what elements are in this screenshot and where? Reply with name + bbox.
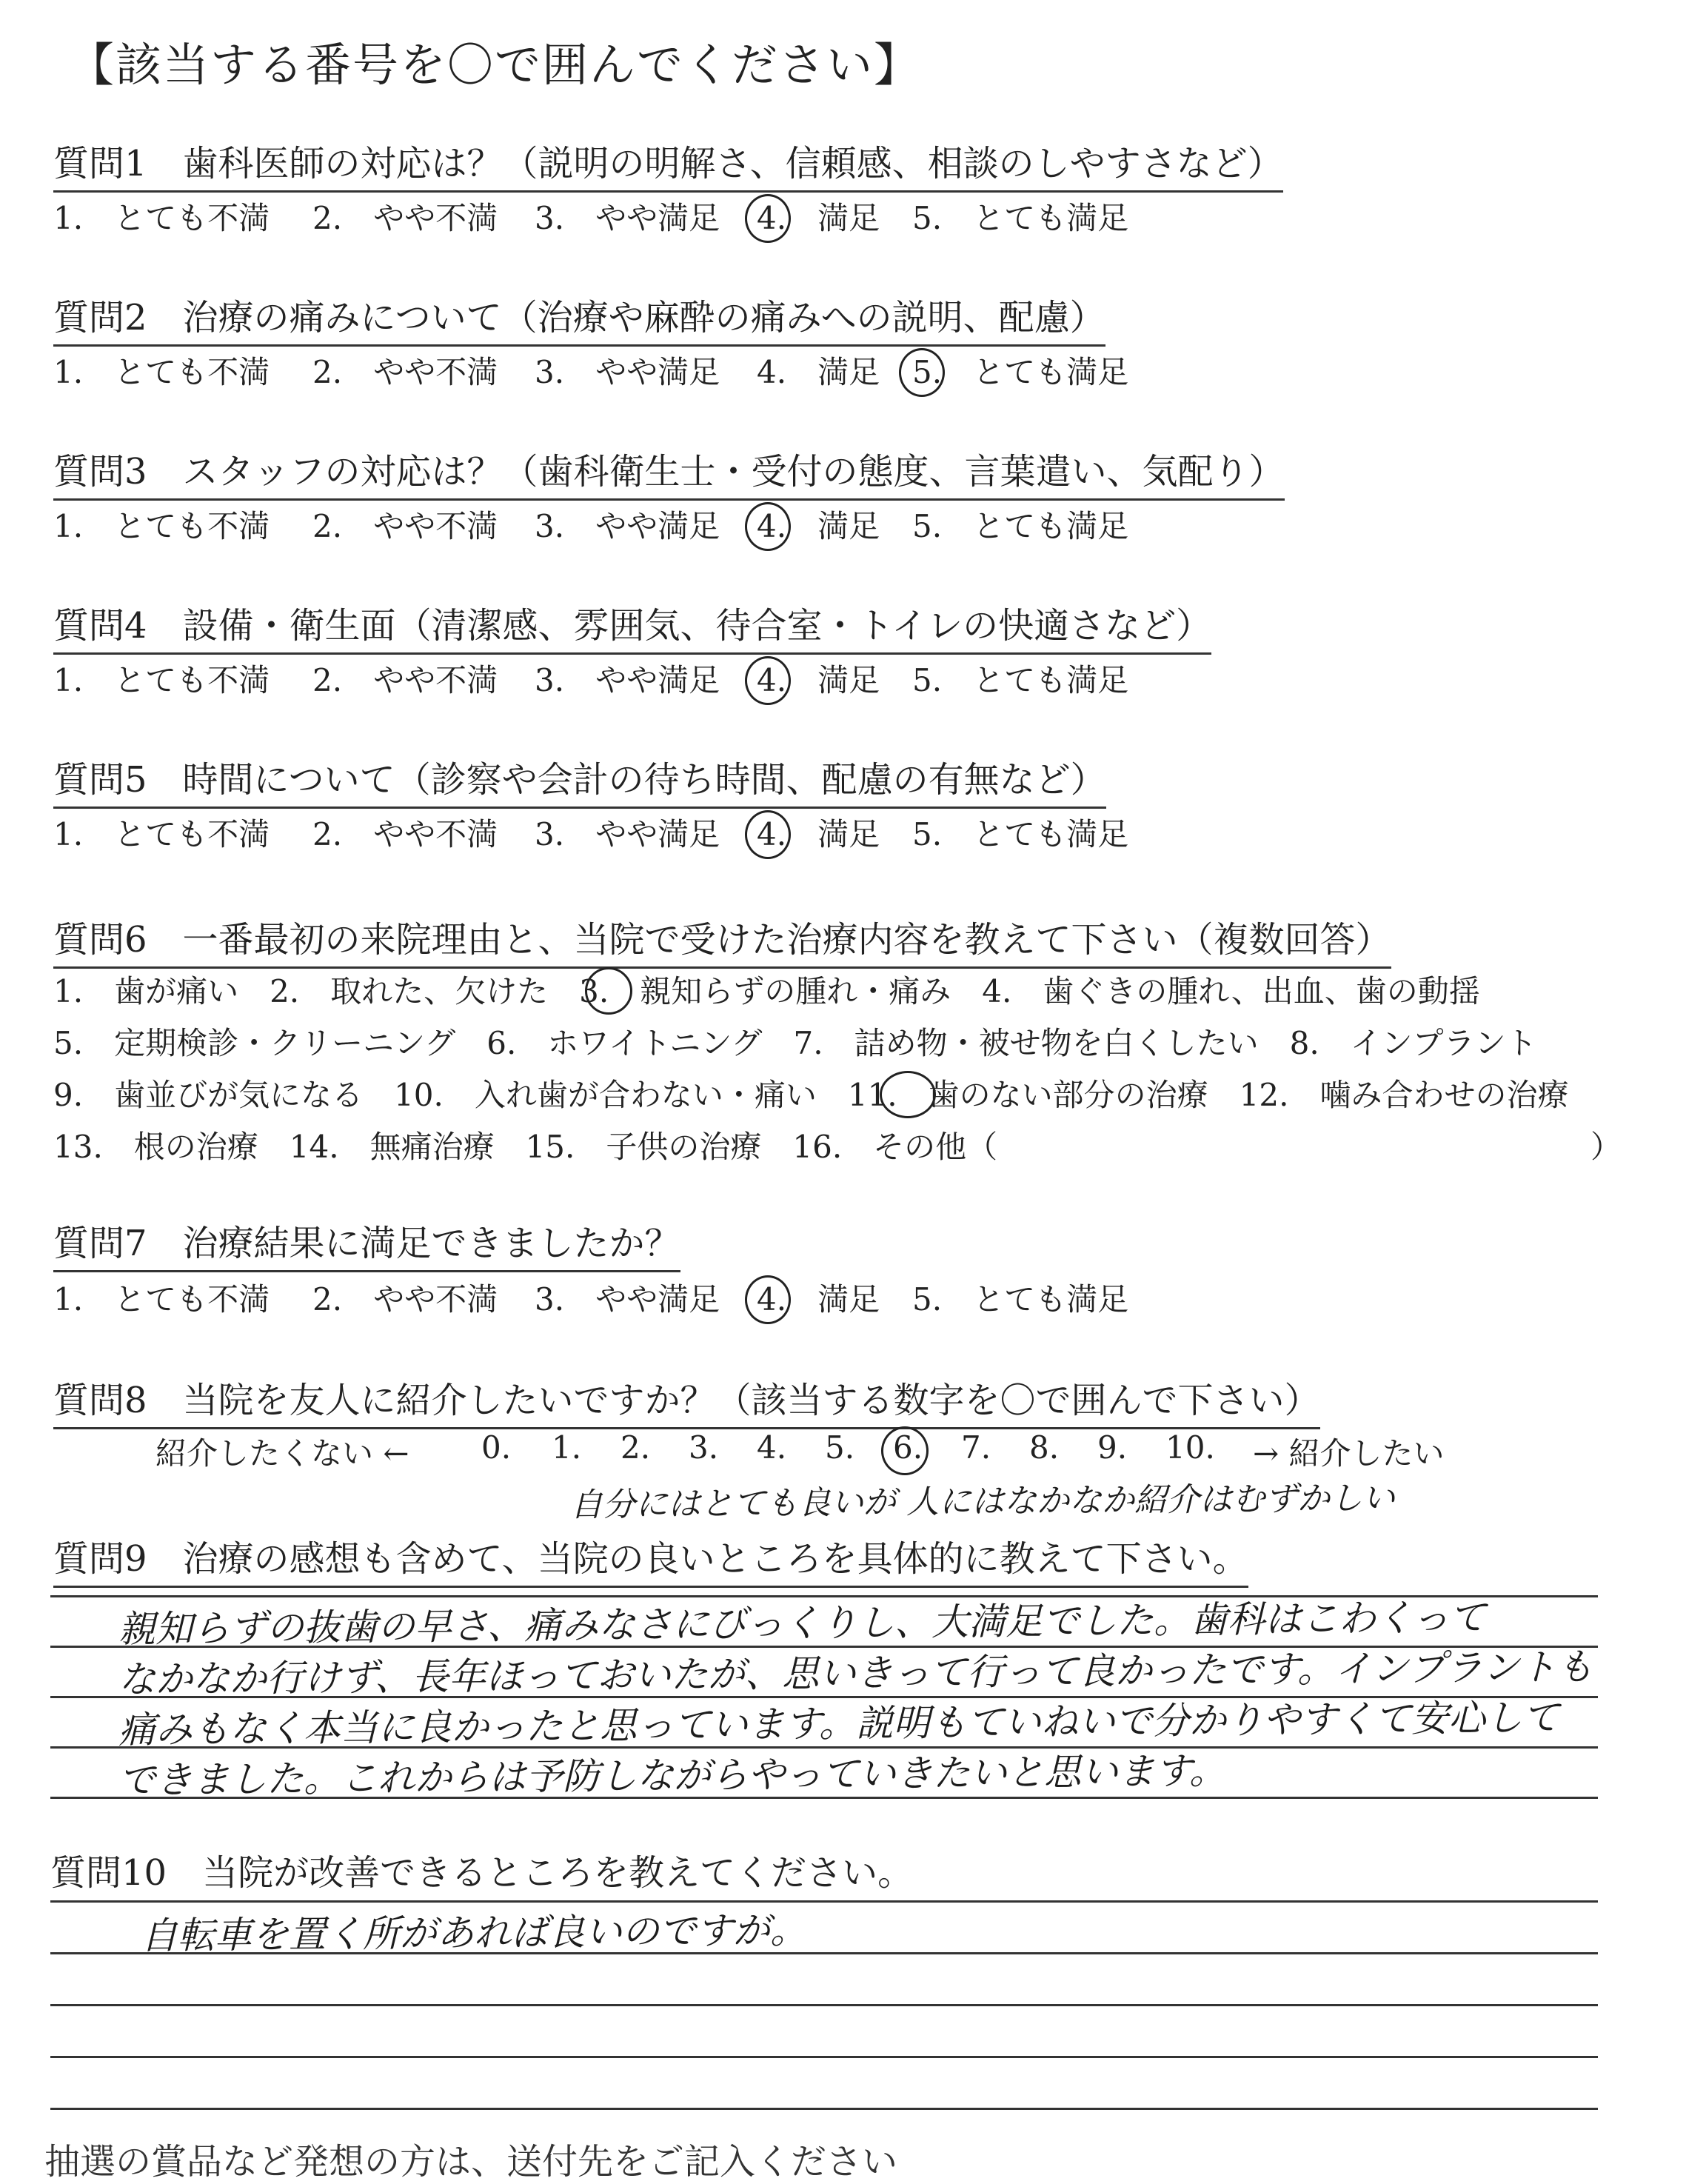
footer-note: 抽選の賞品など発想の方は、送付先をご記入ください [44,2141,898,2183]
q7-option-3[interactable]: 3. やや満足 [535,1281,720,1318]
question-3-heading: 質問3 スタッフの対応は？（歯科衛生士・受付の態度、言葉遣い、気配り） [53,443,1285,501]
q2-option-3[interactable]: 3. やや満足 [535,354,720,390]
q8-scale-4[interactable]: 4. [757,1429,787,1466]
q3-option-1[interactable]: 1. とても不満 [53,508,270,544]
q6-options-line-3[interactable]: 9. 歯並びが気になる 10. 入れ歯が合わない・痛い 11. 歯のない部分の治療 12. 噛み合わせの治療 [53,1077,1569,1113]
answer-rule [50,1900,1598,1903]
q4-option-5[interactable]: 5. とても満足 [912,662,1129,698]
q8-scale-7[interactable]: 7. [961,1429,991,1466]
q8-scale-5[interactable]: 5. [825,1429,855,1466]
q2-option-5[interactable]: 5. とても満足 [912,354,1129,390]
q7-option-4[interactable]: 4. 満足 [757,1281,880,1318]
q5-option-1[interactable]: 1. とても不満 [53,816,270,852]
q8-handwritten-note: 自分にはとても良いが 人にはなかなか紹介はむずかしい [569,1479,1396,1524]
selection-circle [899,348,945,397]
q6-options-line-4[interactable]: 13. 根の治療 14. 無痛治療 15. 子供の治療 16. その他（ [53,1129,998,1165]
q4-option-4[interactable]: 4. 満足 [757,662,880,698]
selection-circle [745,194,791,243]
question-6-heading: 質問6 一番最初の来院理由と、当院で受けた治療内容を教えて下さい（複数回答） [53,911,1391,969]
q7-option-1[interactable]: 1. とても不満 [53,1281,270,1318]
q1-option-5[interactable]: 5. とても満足 [912,200,1129,236]
q5-option-3[interactable]: 3. やや満足 [535,816,720,852]
q8-left-label: 紹介したくない ← [155,1435,409,1472]
q8-scale-10[interactable]: 10. [1165,1429,1215,1466]
question-8-heading: 質問8 当院を友人に紹介したいですか？（該当する数字を〇で囲んで下さい） [53,1372,1320,1429]
answer-rule [50,2004,1598,2006]
q3-option-2[interactable]: 2. やや不満 [312,508,498,544]
selection-circle [745,656,791,705]
q3-option-4[interactable]: 4. 満足 [757,508,880,544]
q8-scale-0[interactable]: 0. [481,1429,512,1466]
question-4-heading: 質問4 設備・衛生面（清潔感、雰囲気、待合室・トイレの快適さなど） [53,597,1211,655]
q6-options-line-1[interactable]: 1. 歯が痛い 2. 取れた、欠けた 3. 親知らずの腫れ・痛み 4. 歯ぐきの腫れ、出血、歯の動揺 [53,973,1480,1009]
q4-option-2[interactable]: 2. やや不満 [312,662,498,698]
q2-option-2[interactable]: 2. やや不満 [312,354,498,390]
selection-circle [880,1071,936,1118]
q8-right-label: → 紹介したい [1253,1435,1445,1472]
question-1-heading: 質問1 歯科医師の対応は？（説明の明解さ、信頼感、相談のしやすさなど） [53,135,1283,193]
q3-option-5[interactable]: 5. とても満足 [912,508,1129,544]
q7-option-2[interactable]: 2. やや不満 [312,1281,498,1318]
q9-answer-line-2: なかなか行けず、長年ほっておいたが、思いきって行って良かったです。インプラントも [118,1645,1594,1701]
q3-option-3[interactable]: 3. やや満足 [535,508,720,544]
q2-option-1[interactable]: 1. とても不満 [53,354,270,390]
page-title: 【該当する番号を〇で囲んでください】 [68,38,922,92]
question-2-heading: 質問2 治療の痛みについて（治療や麻酔の痛みへの説明、配慮） [53,289,1105,347]
q1-option-3[interactable]: 3. やや満足 [535,200,720,236]
q2-option-4[interactable]: 4. 満足 [757,354,880,390]
q8-scale-1[interactable]: 1. [552,1429,582,1466]
q9-answer-line-4: できました。これからは予防しながらやっていきたいと思います。 [118,1749,1227,1802]
q8-scale-6[interactable]: 6. [893,1429,923,1466]
question-7-heading: 質問7 治療結果に満足できましたか？ [53,1215,680,1272]
q4-option-3[interactable]: 3. やや満足 [535,662,720,698]
answer-rule [50,2108,1598,2110]
q6-options-line-2[interactable]: 5. 定期検診・クリーニング 6. ホワイトニング 7. 詰め物・被せ物を白くしたい 8. インプラント [53,1025,1537,1061]
q8-scale-8[interactable]: 8. [1029,1429,1060,1466]
q4-option-1[interactable]: 1. とても不満 [53,662,270,698]
q1-option-2[interactable]: 2. やや不満 [312,200,498,236]
q5-option-5[interactable]: 5. とても満足 [912,816,1129,852]
q1-option-4[interactable]: 4. 満足 [757,200,880,236]
q7-option-5[interactable]: 5. とても満足 [912,1281,1129,1318]
q10-answer-line-1: 自転車を置く所があれば良いのですが。 [140,1909,808,1957]
q8-scale-3[interactable]: 3. [689,1429,719,1466]
q5-option-2[interactable]: 2. やや不満 [312,816,498,852]
answer-rule [50,2056,1598,2058]
q9-answer-line-1: 親知らずの抜歯の早さ、痛みなさにびっくりし、大満足でした。歯科はこわくって [118,1595,1487,1651]
q1-option-1[interactable]: 1. とても不満 [53,200,270,236]
selection-circle [745,810,791,859]
q5-option-4[interactable]: 4. 満足 [757,816,880,852]
selection-circle [745,1275,791,1324]
selection-circle [585,967,632,1015]
q8-scale-9[interactable]: 9. [1097,1429,1128,1466]
selection-circle [881,1426,929,1475]
question-10-heading: 質問10 当院が改善できるところを教えてください。 [50,1852,914,1894]
question-5-heading: 質問5 時間について（診察や会計の待ち時間、配慮の有無など） [53,751,1106,809]
q8-scale-2[interactable]: 2. [620,1429,651,1466]
q9-answer-line-3: 痛みもなく本当に良かったと思っています。説明もていねいで分かりやすくて安心して [118,1696,1560,1751]
question-9-heading: 質問9 治療の感想も含めて、当院の良いところを具体的に教えて下さい。 [53,1530,1248,1588]
selection-circle [745,502,791,551]
q6-other-close-paren: ） [1590,1129,1622,1165]
